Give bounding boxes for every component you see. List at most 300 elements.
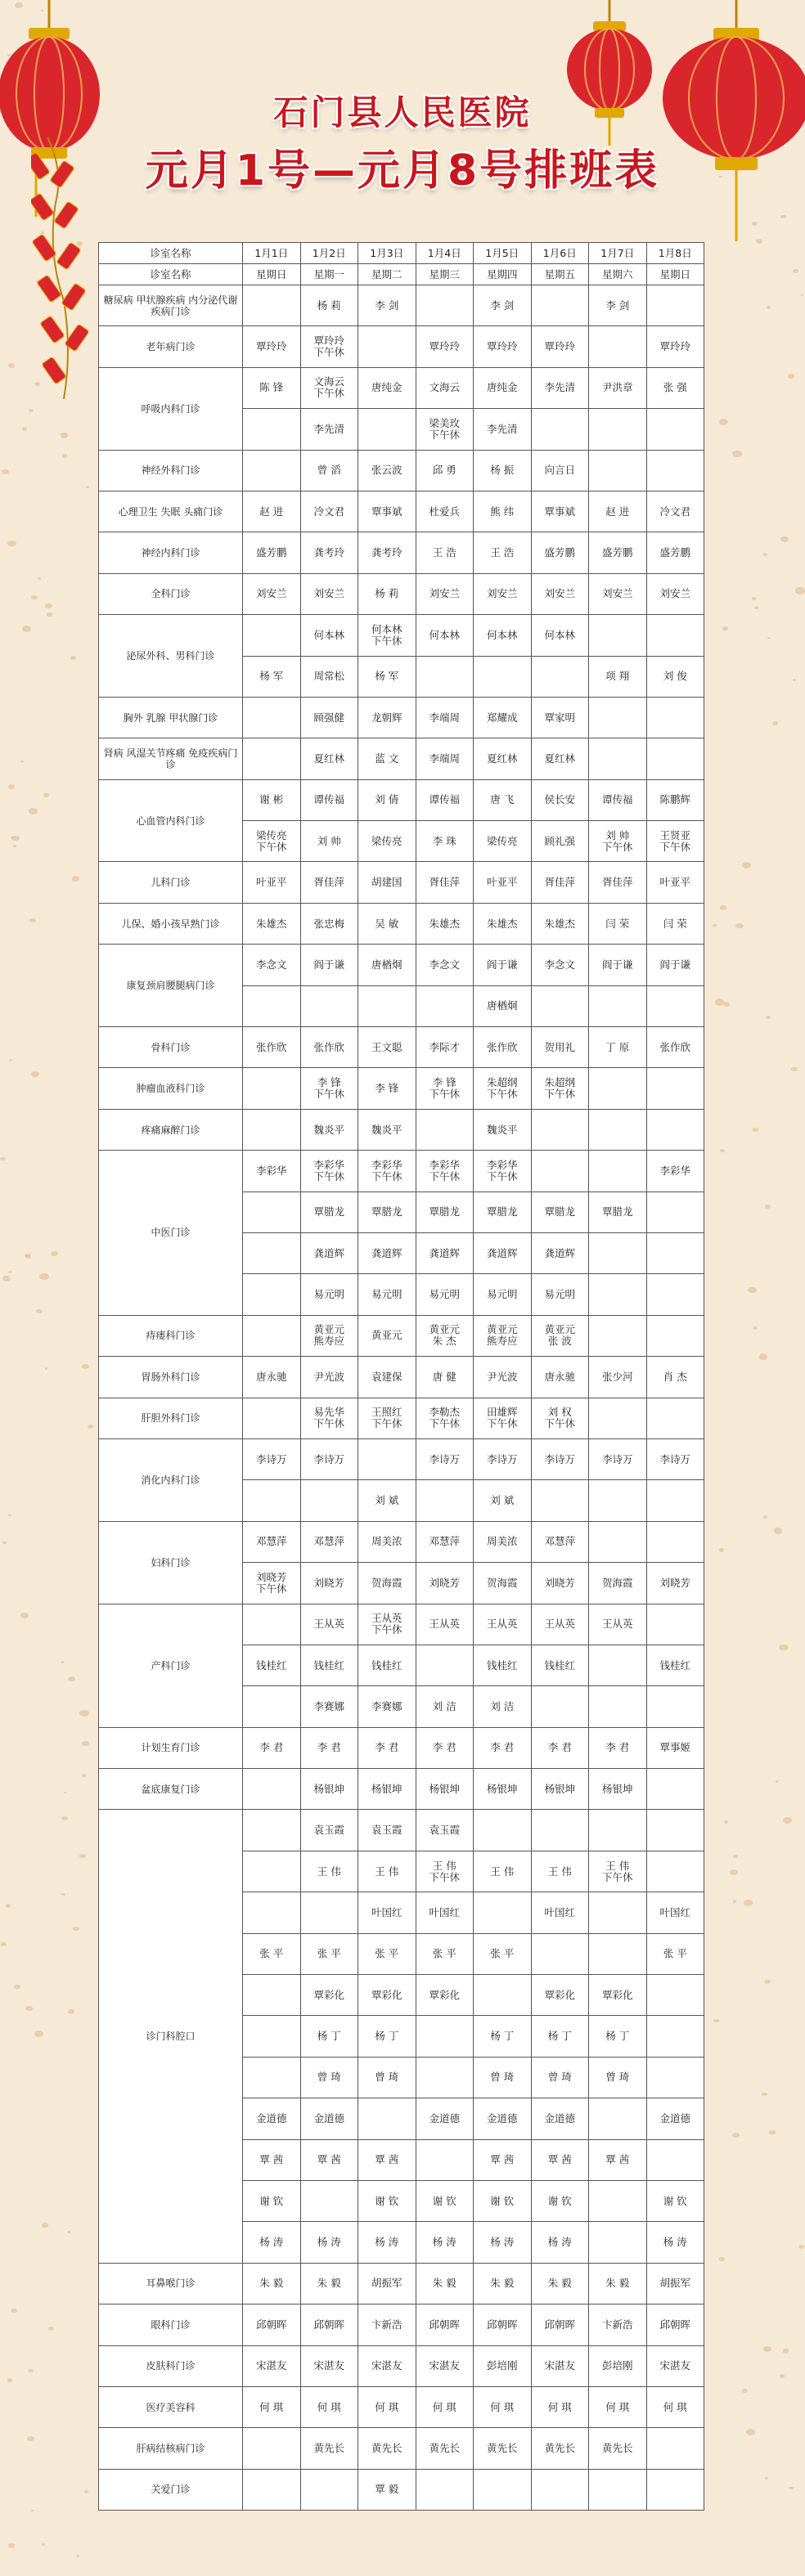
doctor-cell [589, 1480, 647, 1521]
doctor-cell [531, 409, 589, 450]
speckle [29, 808, 38, 815]
doctor-cell [589, 1398, 647, 1438]
doctor-cell: 刘 倩 [358, 779, 416, 820]
doctor-cell: 金道德 [416, 2098, 474, 2139]
speckle [8, 2543, 15, 2548]
speckle [25, 1254, 28, 1257]
department-name-cell: 耳鼻喉门诊 [99, 2263, 243, 2304]
header-date-cell: 1月1日 [243, 243, 301, 264]
doctor-cell [646, 1232, 704, 1273]
doctor-cell: 杨 丁 [531, 2016, 589, 2057]
doctor-cell: 周美浓 [474, 1521, 532, 1562]
speckle [763, 2346, 772, 2352]
speckle [795, 587, 805, 594]
doctor-cell [589, 1232, 647, 1273]
doctor-cell: 何 琪 [416, 2386, 474, 2427]
department-name-cell: 糖尿病 甲状腺疾病 内分泌代谢疾病门诊 [99, 285, 243, 326]
doctor-cell: 李端周 [416, 738, 474, 779]
doctor-cell: 王 伟 [531, 1851, 589, 1892]
doctor-cell: 彭培刚 [474, 2345, 532, 2386]
table-row [99, 903, 704, 944]
doctor-cell [589, 985, 647, 1026]
doctor-cell: 宋湛友 [358, 2345, 416, 2386]
speckle [28, 2369, 33, 2373]
doctor-cell [646, 1480, 704, 1521]
speckle [733, 1900, 737, 1902]
table-row [99, 1727, 704, 1768]
doctor-cell: 朱 毅 [589, 2263, 647, 2304]
doctor-cell: 冷文君 [646, 491, 704, 532]
speckle [732, 2133, 740, 2138]
doctor-cell [416, 2057, 474, 2098]
doctor-cell: 肖 杰 [646, 1357, 704, 1398]
speckle [61, 433, 68, 438]
doctor-cell: 杨银坤 [474, 1769, 532, 1810]
table-row [99, 2428, 704, 2469]
doctor-cell: 王 伟 [474, 1851, 532, 1892]
doctor-cell: 谭传福 [416, 779, 474, 820]
speckle [748, 1287, 757, 1293]
doctor-cell: 赵 进 [589, 491, 647, 532]
doctor-cell: 覃腊龙 [416, 1192, 474, 1232]
doctor-cell: 李 君 [531, 1727, 589, 1768]
doctor-cell [646, 1975, 704, 2016]
doctor-cell: 梁美玫 下午休 [416, 409, 474, 450]
department-name-cell: 全科门诊 [99, 573, 243, 614]
doctor-cell [300, 985, 358, 1026]
speckle [61, 1661, 64, 1663]
doctor-cell: 朱 毅 [474, 2263, 532, 2304]
doctor-cell [589, 1933, 647, 1974]
doctor-cell: 曾 琦 [589, 2057, 647, 2098]
doctor-cell: 杨 丁 [300, 2016, 358, 2057]
speckle [73, 1927, 79, 1932]
doctor-cell: 易元明 [416, 1274, 474, 1315]
speckle [7, 541, 16, 546]
doctor-cell: 曾 滔 [300, 450, 358, 491]
doctor-cell: 李 君 [589, 1727, 647, 1768]
doctor-cell [243, 615, 301, 656]
doctor-cell: 胡振军 [646, 2263, 704, 2304]
doctor-cell: 朱超纲 下午休 [531, 1068, 589, 1109]
department-name-cell: 皮肤科门诊 [99, 2345, 243, 2386]
doctor-cell: 覃 茜 [243, 2139, 301, 2180]
speckle [789, 2487, 793, 2490]
doctor-cell [416, 1645, 474, 1685]
doctor-cell [646, 1604, 704, 1645]
doctor-cell: 刘 斌 [474, 1480, 532, 1521]
speckle [6, 1904, 11, 1907]
speckle [733, 1855, 737, 1858]
doctor-cell: 李 君 [474, 1727, 532, 1768]
doctor-cell [589, 409, 647, 450]
doctor-cell: 龚考玲 [300, 532, 358, 573]
doctor-cell: 陈 锋 [243, 367, 301, 408]
doctor-cell [416, 2016, 474, 2057]
doctor-cell: 王贤亚 下午休 [646, 821, 704, 862]
doctor-cell: 宋湛友 [646, 2345, 704, 2386]
doctor-cell: 王 伟 下午休 [416, 1851, 474, 1892]
doctor-cell [358, 985, 416, 1026]
table-row [99, 1438, 704, 1479]
doctor-cell: 覃玲玲 [416, 326, 474, 367]
doctor-cell: 李 君 [416, 1727, 474, 1768]
doctor-cell: 邱朝晖 [646, 2304, 704, 2345]
speckle [742, 862, 752, 868]
doctor-cell: 易元明 [531, 1274, 589, 1315]
speckle [759, 1353, 767, 1359]
speckle [767, 637, 770, 639]
doctor-cell [589, 1151, 647, 1192]
doctor-cell: 龚道辉 [474, 1232, 532, 1273]
speckle [61, 1816, 68, 1821]
doctor-cell: 何 琪 [358, 2386, 416, 2427]
doctor-cell: 杨 涛 [474, 2222, 532, 2263]
doctor-cell [358, 326, 416, 367]
doctor-cell [589, 1892, 647, 1933]
doctor-cell: 何 琪 [589, 2386, 647, 2427]
doctor-cell: 李诗万 [531, 1438, 589, 1479]
doctor-cell: 覃彩化 [358, 1975, 416, 2016]
doctor-cell: 夏红林 [531, 738, 589, 779]
doctor-cell [589, 450, 647, 491]
table-row [99, 573, 704, 614]
doctor-cell: 唐楢炯 [358, 945, 416, 985]
doctor-cell [589, 1109, 647, 1150]
doctor-cell: 谢 钦 [474, 2180, 532, 2221]
doctor-cell [646, 2139, 704, 2180]
doctor-cell: 袁玉霞 [416, 1810, 474, 1851]
doctor-cell [646, 697, 704, 738]
doctor-cell [474, 1810, 532, 1851]
doctor-cell: 李 锋 下午休 [300, 1068, 358, 1109]
doctor-cell [416, 2139, 474, 2180]
doctor-cell: 龚道辉 [531, 1232, 589, 1273]
doctor-cell [646, 1810, 704, 1851]
doctor-cell: 赵 进 [243, 491, 301, 532]
doctor-cell [531, 1686, 589, 1727]
department-name-cell: 疼痛麻醉门诊 [99, 1109, 243, 1150]
speckle [29, 918, 36, 923]
doctor-cell [646, 1398, 704, 1438]
header-date-cell: 1月5日 [474, 243, 532, 264]
doctor-cell [300, 1480, 358, 1521]
doctor-cell [243, 1975, 301, 2016]
department-name-cell: 计划生育门诊 [99, 1727, 243, 1768]
doctor-cell: 李 君 [243, 1727, 301, 1768]
doctor-cell [646, 450, 704, 491]
doctor-cell: 李赛娜 [300, 1686, 358, 1727]
header-date-cell: 星期一 [300, 264, 358, 285]
doctor-cell [589, 697, 647, 738]
doctor-cell: 何 琪 [531, 2386, 589, 2427]
doctor-cell: 邱朝晖 [474, 2304, 532, 2345]
doctor-cell: 朱雄杰 [243, 903, 301, 944]
speckle [70, 656, 76, 660]
doctor-cell: 曾 琦 [300, 2057, 358, 2098]
speckle [788, 374, 794, 378]
doctor-cell [531, 1109, 589, 1150]
department-name-cell: 儿科门诊 [99, 862, 243, 903]
doctor-cell: 邱 勇 [416, 450, 474, 491]
doctor-cell: 文海云 [416, 367, 474, 408]
doctor-cell: 张云波 [358, 450, 416, 491]
department-name-cell: 心血管内科门诊 [99, 779, 243, 862]
doctor-cell: 覃彩化 [589, 1975, 647, 2016]
department-name-cell: 神经外科门诊 [99, 450, 243, 491]
doctor-cell: 何本林 [300, 615, 358, 656]
doctor-cell: 袁玉霞 [358, 1810, 416, 1851]
speckle [765, 1205, 771, 1209]
doctor-cell: 袁玉霞 [300, 1810, 358, 1851]
doctor-cell: 覃家明 [531, 697, 589, 738]
schedule-table [98, 242, 704, 2511]
doctor-cell [416, 285, 474, 326]
speckle [86, 486, 89, 488]
doctor-cell [531, 2469, 589, 2510]
doctor-cell: 闫 荣 [646, 903, 704, 944]
department-name-cell: 老年病门诊 [99, 326, 243, 367]
doctor-cell: 覃玲玲 [243, 326, 301, 367]
doctor-cell [589, 1810, 647, 1851]
doctor-cell: 金道德 [474, 2098, 532, 2139]
doctor-cell: 李彩华 下午休 [300, 1151, 358, 1192]
doctor-cell [646, 2469, 704, 2510]
header-label-cell: 诊室名称 [99, 243, 243, 264]
doctor-cell [243, 738, 301, 779]
table-row [99, 2263, 704, 2304]
doctor-cell [589, 1068, 647, 1109]
speckle [746, 2429, 755, 2435]
doctor-cell: 吴 敏 [358, 903, 416, 944]
table-row [99, 1027, 704, 1068]
doctor-cell [646, 1315, 704, 1356]
doctor-cell: 杨 涛 [300, 2222, 358, 2263]
doctor-cell: 谢 彬 [243, 779, 301, 820]
doctor-cell: 刘 洁 [474, 1686, 532, 1727]
doctor-cell: 宋湛友 [300, 2345, 358, 2386]
doctor-cell [243, 1480, 301, 1521]
doctor-cell: 杨银坤 [300, 1769, 358, 1810]
doctor-cell: 盛芳鹏 [243, 532, 301, 573]
speckle [79, 1710, 89, 1717]
speckle [68, 1676, 74, 1681]
doctor-cell [589, 2222, 647, 2263]
doctor-cell: 张作欣 [646, 1027, 704, 1068]
speckle [713, 2019, 719, 2023]
doctor-cell: 胥佳萍 [416, 862, 474, 903]
doctor-cell: 王从英 [531, 1604, 589, 1645]
doctor-cell: 杨 莉 [300, 285, 358, 326]
speckle [62, 454, 67, 457]
table-row [99, 285, 704, 326]
doctor-cell: 曾 琦 [358, 2057, 416, 2098]
doctor-cell: 李先清 [531, 367, 589, 408]
doctor-cell [243, 409, 301, 450]
doctor-cell: 邓慧萍 [531, 1521, 589, 1562]
doctor-cell [589, 2180, 647, 2221]
doctor-cell [531, 985, 589, 1026]
speckle [776, 1780, 778, 1782]
speckle [744, 1900, 753, 1906]
speckle [783, 1817, 792, 1824]
doctor-cell: 闫 荣 [589, 903, 647, 944]
speckle [723, 1002, 730, 1007]
doctor-cell: 李际才 [416, 1027, 474, 1068]
table-row [99, 1769, 704, 1810]
doctor-cell: 黄亚元 张 波 [531, 1315, 589, 1356]
doctor-cell: 黄先长 [531, 2428, 589, 2469]
doctor-cell: 李彩华 [243, 1151, 301, 1192]
speckle [20, 761, 24, 763]
doctor-cell: 何本林 [474, 615, 532, 656]
department-name-cell: 诊门科腔口 [99, 1810, 243, 2263]
doctor-cell: 张 平 [416, 1933, 474, 1974]
speckle [1, 1942, 7, 1946]
doctor-cell: 覃彩化 [416, 1975, 474, 2016]
doctor-cell [243, 285, 301, 326]
speckle [61, 1893, 65, 1896]
doctor-cell [589, 1686, 647, 1727]
doctor-cell: 周常松 [300, 656, 358, 697]
doctor-cell [243, 1192, 301, 1232]
doctor-cell: 李 剑 [358, 285, 416, 326]
doctor-cell: 李念文 [416, 945, 474, 985]
speckle [783, 2349, 789, 2353]
doctor-cell [589, 1521, 647, 1562]
speckle [48, 2327, 54, 2331]
table-row [99, 862, 704, 903]
table-row [99, 2469, 704, 2510]
doctor-cell: 胥佳萍 [300, 862, 358, 903]
doctor-cell: 覃玲玲 下午休 [300, 326, 358, 367]
speckle [64, 1792, 66, 1793]
doctor-cell: 侯长安 [531, 779, 589, 820]
doctor-cell: 覃腊龙 [300, 1192, 358, 1232]
doctor-cell: 曾 琦 [474, 2057, 532, 2098]
doctor-cell [531, 1933, 589, 1974]
speckle [79, 1854, 86, 1858]
doctor-cell: 唐 健 [416, 1357, 474, 1398]
doctor-cell: 张 强 [646, 367, 704, 408]
doctor-cell: 杨 莉 [358, 573, 416, 614]
doctor-cell: 田雄辉 下午休 [474, 1398, 532, 1438]
doctor-cell: 杨 涛 [531, 2222, 589, 2263]
doctor-cell: 胥佳萍 [589, 862, 647, 903]
doctor-cell: 王 伟 下午休 [589, 1851, 647, 1892]
doctor-cell [646, 1274, 704, 1315]
doctor-cell: 王从英 下午休 [358, 1604, 416, 1645]
doctor-cell: 李 珠 [416, 821, 474, 862]
doctor-cell: 朱超纲 下午休 [474, 1068, 532, 1109]
doctor-cell: 邱朝晖 [416, 2304, 474, 2345]
speckle [72, 876, 79, 881]
speckle [39, 1273, 49, 1280]
doctor-cell [589, 326, 647, 367]
doctor-cell [531, 656, 589, 697]
doctor-cell: 黄先长 [589, 2428, 647, 2469]
doctor-cell: 黄亚元 熊寿应 [300, 1315, 358, 1356]
doctor-cell [531, 285, 589, 326]
doctor-cell: 杜爱兵 [416, 491, 474, 532]
speckle [8, 1514, 11, 1516]
doctor-cell: 杨 军 [243, 656, 301, 697]
doctor-cell: 刘晓芳 [416, 1563, 474, 1604]
table-row [99, 945, 704, 985]
doctor-cell: 李诗万 [416, 1438, 474, 1479]
doctor-cell: 朱雄杰 [474, 903, 532, 944]
speckle [753, 1128, 758, 1132]
doctor-cell: 覃事姬 [646, 1727, 704, 1768]
speckle [793, 679, 796, 681]
doctor-cell: 李先清 [300, 409, 358, 450]
doctor-cell: 刘晓芳 下午休 [243, 1563, 301, 1604]
doctor-cell [646, 409, 704, 450]
table-row [99, 2304, 704, 2345]
doctor-cell [589, 738, 647, 779]
speckle [762, 2093, 767, 2096]
doctor-cell: 周美浓 [358, 1521, 416, 1562]
doctor-cell [243, 1232, 301, 1273]
doctor-cell: 王从英 [474, 1604, 532, 1645]
doctor-cell: 易先华 下午休 [300, 1398, 358, 1438]
speckle [45, 604, 52, 608]
doctor-cell: 刘安兰 [646, 573, 704, 614]
speckle [76, 2555, 80, 2557]
table-row [99, 779, 704, 820]
doctor-cell: 张忠梅 [300, 903, 358, 944]
header-date-cell: 星期三 [416, 264, 474, 285]
doctor-cell: 覃 茜 [531, 2139, 589, 2180]
doctor-cell: 胡振军 [358, 2263, 416, 2304]
speckle [9, 1059, 12, 1061]
speckle [67, 2231, 70, 2233]
doctor-cell: 覃腊龙 [589, 1192, 647, 1232]
doctor-cell: 钱桂红 [646, 1645, 704, 1685]
table-row [99, 1151, 704, 1192]
doctor-cell: 顾礼强 [531, 821, 589, 862]
doctor-cell [243, 1686, 301, 1727]
doctor-cell: 覃玲玲 [531, 326, 589, 367]
doctor-cell: 项 翔 [589, 656, 647, 697]
speckle [752, 597, 756, 599]
doctor-cell: 夏红林 [300, 738, 358, 779]
doctor-cell [243, 1398, 301, 1438]
department-name-cell: 中医门诊 [99, 1151, 243, 1316]
speckle [68, 2009, 75, 2014]
doctor-cell: 丁 原 [589, 1027, 647, 1068]
doctor-cell: 李念文 [243, 945, 301, 985]
doctor-cell [531, 1810, 589, 1851]
department-name-cell: 关爱门诊 [99, 2469, 243, 2510]
doctor-cell: 张少河 [589, 1357, 647, 1398]
doctor-cell [243, 1892, 301, 1933]
doctor-cell: 朱雄杰 [416, 903, 474, 944]
doctor-cell [474, 1892, 532, 1933]
doctor-cell: 叶亚平 [243, 862, 301, 903]
doctor-cell: 贺海霞 [589, 1563, 647, 1604]
doctor-cell: 杨 军 [358, 656, 416, 697]
doctor-cell: 朱 毅 [531, 2263, 589, 2304]
doctor-cell: 王从英 [589, 1604, 647, 1645]
speckle [713, 924, 717, 927]
doctor-cell: 杨银坤 [531, 1769, 589, 1810]
doctor-cell: 李彩华 下午休 [416, 1151, 474, 1192]
table-row [99, 326, 704, 367]
doctor-cell: 谢 钦 [646, 2180, 704, 2221]
doctor-cell: 覃 毅 [358, 2469, 416, 2510]
department-name-cell: 消化内科门诊 [99, 1438, 243, 1521]
